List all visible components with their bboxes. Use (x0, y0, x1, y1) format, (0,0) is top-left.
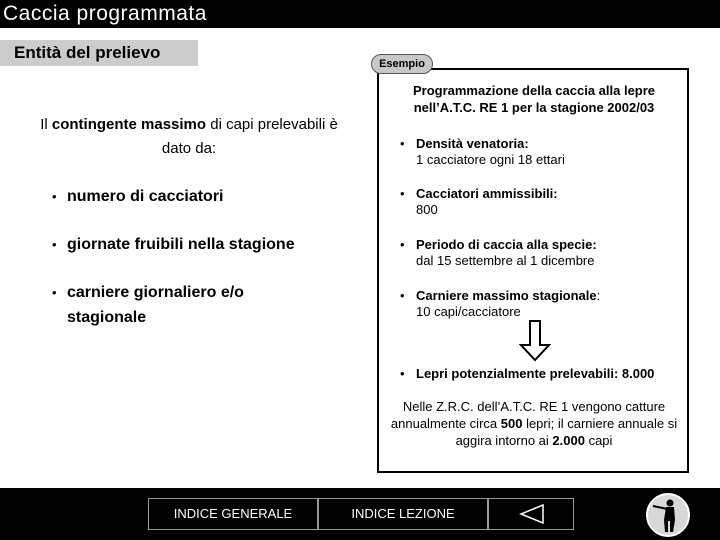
bullet: • (52, 237, 57, 252)
item-value: 10 capi/cacciatore (416, 304, 521, 319)
note-number: 500 (500, 416, 523, 431)
title-bar (0, 0, 720, 28)
example-note (385, 398, 683, 449)
example-item-hunters (400, 186, 685, 218)
item-head (400, 288, 685, 304)
item-value: 1 cacciatore ogni 18 ettari (416, 152, 565, 167)
item-head-colon: : (596, 288, 601, 303)
bullet: • (400, 366, 405, 381)
factor-label: giornate fruibili nella stagione (67, 236, 295, 253)
item-head-text: Carniere massimo stagionale (416, 288, 597, 303)
example-item-period (400, 237, 685, 269)
intro-emphasis: contingente massimo (51, 116, 207, 133)
lesson-index-button[interactable]: INDICE LEZIONE (318, 498, 488, 530)
example-title: Programmazione della caccia alla lepre nell’A.T.C. RE 1 per la stagione 2002/03 (412, 83, 656, 115)
section-tab (0, 40, 198, 66)
back-button[interactable] (488, 498, 574, 530)
back-arrow-icon (519, 503, 545, 525)
item-head: Densità venatoria: (416, 136, 529, 151)
factor-label: numero di cacciatori (67, 188, 224, 205)
bullet: • (400, 186, 405, 201)
intro-text (40, 113, 338, 161)
item-head: Periodo di caccia alla specie: (416, 237, 597, 252)
section-title: Entità del prelievo (14, 43, 161, 62)
general-index-button[interactable]: INDICE GENERALE (148, 498, 318, 530)
bullet: • (400, 136, 405, 151)
bullet: • (400, 237, 405, 252)
note-part: Nelle Z.R.C. dell’A.T.C. RE 1 vengono catture annualmente circa (390, 399, 666, 431)
note-number: 2.000 (552, 433, 585, 448)
note-part: capi (584, 433, 613, 448)
intro-suffix: di capi prelevabili è dato da: (161, 116, 338, 157)
example-badge: Esempio (371, 54, 433, 74)
down-arrow-icon (519, 320, 551, 362)
item-head: Cacciatori ammissibili: (416, 186, 558, 201)
item-value: dal 15 settembre al 1 dicembre (416, 253, 595, 268)
hunter-logo-icon[interactable] (645, 492, 691, 538)
list-item (50, 184, 224, 209)
intro-prefix: Il (40, 116, 52, 133)
page-title: Caccia programmata (3, 2, 207, 25)
result-text: Lepri potenzialmente prelevabili: 8.000 (416, 366, 655, 381)
example-result (400, 366, 685, 382)
example-item-density (400, 136, 685, 168)
note-part: lepri; il carniere annuale si aggira intorno ai (455, 416, 678, 448)
factor-label: carniere giornaliero e/o stagionale (67, 284, 244, 326)
list-item (50, 232, 295, 257)
bullet: • (52, 189, 57, 204)
list-item (50, 280, 327, 330)
bullet: • (52, 285, 57, 300)
item-value: 800 (416, 202, 438, 217)
example-item-bag-limit (400, 288, 685, 320)
bullet: • (400, 288, 405, 303)
